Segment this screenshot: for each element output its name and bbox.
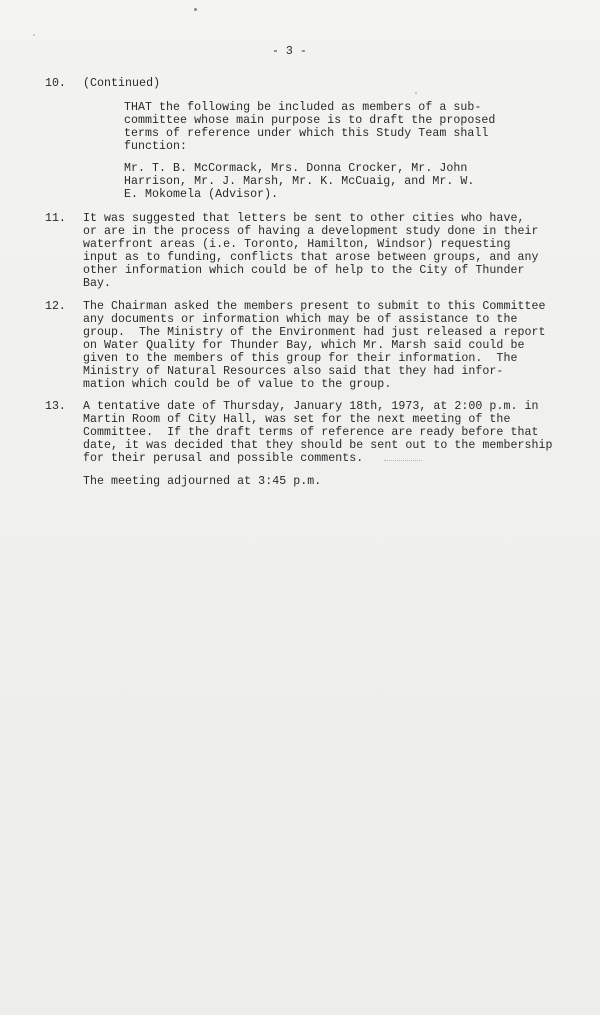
paragraph-line: date, it was decided that they should be sent out to the membership: [83, 439, 553, 452]
item-number: 10.: [45, 77, 66, 90]
paragraph-line: for their perusal and possible comments.: [83, 452, 364, 465]
paragraph-line: It was suggested that letters be sent to other cities who have,: [83, 212, 525, 225]
paragraph-line: A tentative date of Thursday, January 18th, 1973, at 2:00 p.m. in: [83, 400, 539, 413]
paragraph-line: waterfront areas (i.e. Toronto, Hamilton, Windsor) requesting: [83, 238, 511, 251]
members-line: Mr. T. B. McCormack, Mrs. Donna Crocker, Mr. John: [124, 162, 468, 175]
closing-line: The meeting adjourned at 3:45 p.m.: [83, 475, 322, 488]
paragraph-line: on Water Quality for Thunder Bay, which Mr. Marsh said could be: [83, 339, 525, 352]
item-number: 11.: [45, 212, 66, 225]
paragraph-line: Bay.: [83, 277, 112, 290]
paragraph-line: any documents or information which may be of assistance to the: [83, 313, 518, 326]
paragraph-line: Ministry of Natural Resources also said that they had infor-: [83, 365, 504, 378]
paragraph-line: group. The Ministry of the Environment had just released a report: [83, 326, 546, 339]
resolution-line: THAT the following be included as members of a sub-: [124, 101, 482, 114]
paragraph-line: Committee. If the draft terms of reference are ready before that: [83, 426, 539, 439]
resolution-line: terms of reference under which this Study Team shall: [124, 127, 489, 140]
resolution-line: committee whose main purpose is to draft the proposed: [124, 114, 496, 127]
item-heading: (Continued): [83, 77, 161, 90]
item-number: 13.: [45, 400, 66, 413]
item-number: 12.: [45, 300, 66, 313]
paragraph-line: mation which could be of value to the group.: [83, 378, 392, 391]
faint-dotted-mark: [384, 458, 422, 461]
members-line: Harrison, Mr. J. Marsh, Mr. K. McCuaig, and Mr. W.: [124, 175, 475, 188]
paragraph-line: or are in the process of having a development study done in their: [83, 225, 539, 238]
paragraph-line: Martin Room of City Hall, was set for the next meeting of the: [83, 413, 511, 426]
paper-speck: [33, 34, 35, 36]
members-line: E. Mokomela (Advisor).: [124, 188, 279, 201]
paper-speck: [194, 8, 197, 11]
resolution-line: function:: [124, 140, 188, 153]
paragraph-line: given to the members of this group for their information. The: [83, 352, 518, 365]
paragraph-line: input as to funding, conflicts that arose between groups, and any: [83, 251, 539, 264]
paper-speck: [415, 92, 417, 94]
page-number: - 3 -: [272, 45, 307, 58]
paragraph-line: The Chairman asked the members present to submit to this Committee: [83, 300, 546, 313]
paragraph-line: other information which could be of help to the City of Thunder: [83, 264, 525, 277]
